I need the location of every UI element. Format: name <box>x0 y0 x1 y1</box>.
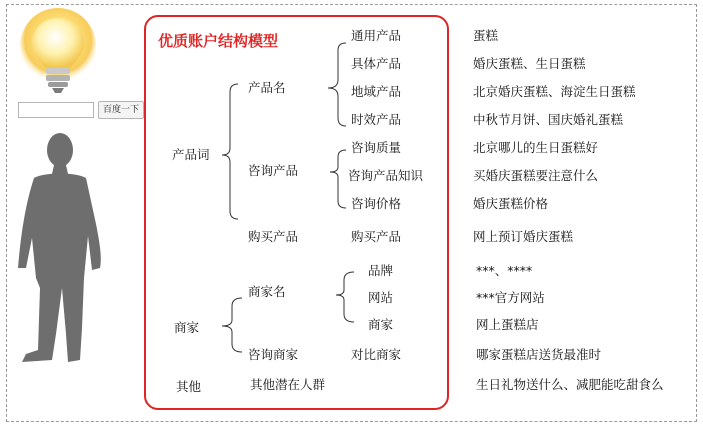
leaf-label: 咨询产品知识 <box>348 168 424 183</box>
example-text: 北京婚庆蛋糕、海淀生日蛋糕 <box>473 84 636 99</box>
leaf-label: 具体产品 <box>351 56 402 71</box>
model-title: 优质账户结构模型 <box>158 32 279 50</box>
example-text: 网上预订婚庆蛋糕 <box>473 229 574 244</box>
level2-consult-merchant: 咨询商家 <box>248 347 299 362</box>
leaf-label: 咨询质量 <box>351 140 402 155</box>
level2-other-potential: 其他潜在人群 <box>250 377 326 392</box>
leaf-label: 地域产品 <box>351 84 402 99</box>
leaf-label: 网站 <box>368 290 394 305</box>
example-text: 买婚庆蛋糕要注意什么 <box>473 168 599 183</box>
example-text: 哪家蛋糕店送货最准时 <box>476 347 602 362</box>
example-text: 蛋糕 <box>473 28 499 43</box>
example-text: 中秋节月饼、国庆婚礼蛋糕 <box>473 112 624 127</box>
level2-product-name: 产品名 <box>248 80 286 95</box>
example-text: 婚庆蛋糕价格 <box>473 196 549 211</box>
leaf-label: 通用产品 <box>351 28 402 43</box>
leaf-label: 对比商家 <box>351 347 402 362</box>
example-text: ***官方网站 <box>476 290 545 305</box>
level2-consult-product: 咨询产品 <box>248 163 299 178</box>
leaf-label: 品牌 <box>368 263 394 278</box>
level1-merchant: 商家 <box>174 320 200 335</box>
level1-other: 其他 <box>176 379 202 394</box>
level2-buy-product: 购买产品 <box>248 229 299 244</box>
example-text: ***、**** <box>476 263 533 278</box>
search-button[interactable]: 百度一下 <box>98 101 144 119</box>
example-text: 婚庆蛋糕、生日蛋糕 <box>473 56 586 71</box>
level1-product-word: 产品词 <box>172 147 210 162</box>
leaf-label: 商家 <box>368 317 394 332</box>
leaf-label: 时效产品 <box>351 112 402 127</box>
leaf-label: 咨询价格 <box>351 196 402 211</box>
leaf-label: 购买产品 <box>351 229 402 244</box>
example-text: 生日礼物送什么、减肥能吃甜食么 <box>476 377 664 392</box>
level2-merchant-name: 商家名 <box>248 284 286 299</box>
example-text: 北京哪儿的生日蛋糕好 <box>473 140 599 155</box>
example-text: 网上蛋糕店 <box>476 317 539 332</box>
